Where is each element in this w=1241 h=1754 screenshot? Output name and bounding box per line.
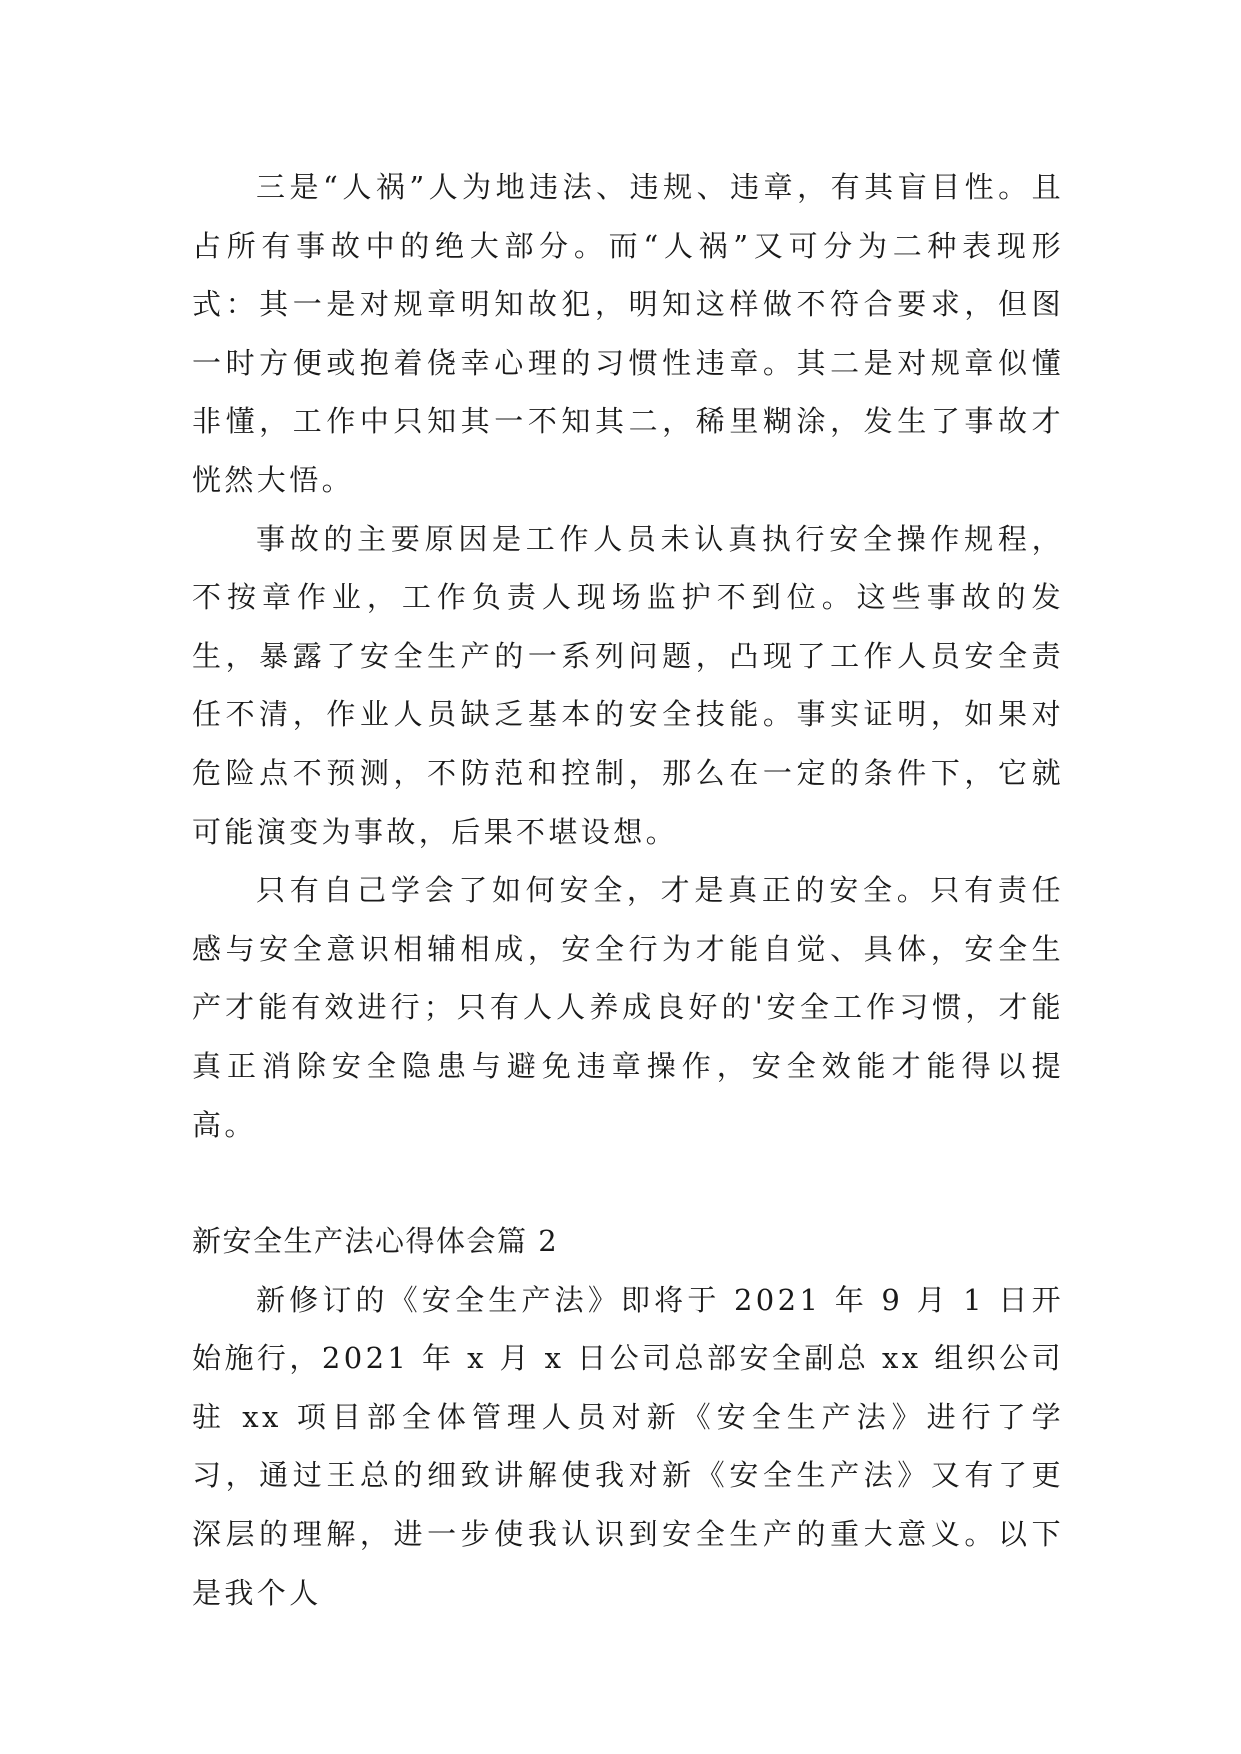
paragraph-human-error: 三是“人祸”人为地违法、违规、违章，有其盲目性。且占所有事故中的绝大部分。而“人祸”又可分为二种表现形式：其一是对规章明知故犯，明知这样做不符合要求，但图一时方便或抱着侥幸心理的习惯性违章。其二是对规章似懂非懂，工作中只知其一不知其二，稀里糊涂，发生了事故才恍然大悟。 — [192, 170, 1064, 497]
paragraph-new-law-intro: 新修订的《安全生产法》即将于 2021 年 9 月 1 日开始施行，2021 年 x 月 x 日公司总部安全副总 xx 组织公司驻 xx 项目部全体管理人员对新《安全生产法》进行了学习，通过王总的细致讲解使我对新《安全生产法》又有了更深层的理解，进一步使我认识到安全生产的重大意义。以下是我个人 — [192, 1282, 1064, 1610]
section-title: 新安全生产法心得体会篇 2 — [192, 1224, 559, 1259]
section-spacer — [192, 1154, 1064, 1212]
paragraph-safety-awareness: 只有自己学会了如何安全，才是真正的安全。只有责任感与安全意识相辅相成，安全行为才能自觉、具体，安全生产才能有效进行；只有人人养成良好的'安全工作习惯，才能真正消除安全隐患与避免违章操作，安全效能才能得以提高。 — [192, 873, 1064, 1142]
document-body — [192, 158, 1064, 1622]
paragraph-accident-causes: 事故的主要原因是工作人员未认真执行安全操作规程，不按章作业，工作负责人现场监护不到位。这些事故的发生，暴露了安全生产的一系列问题，凸现了工作人员安全责任不清，作业人员缺乏基本的安全技能。事实证明，如果对危险点不预测，不防范和控制，那么在一定的条件下，它就可能演变为事故，后果不堪设想。 — [192, 521, 1064, 849]
